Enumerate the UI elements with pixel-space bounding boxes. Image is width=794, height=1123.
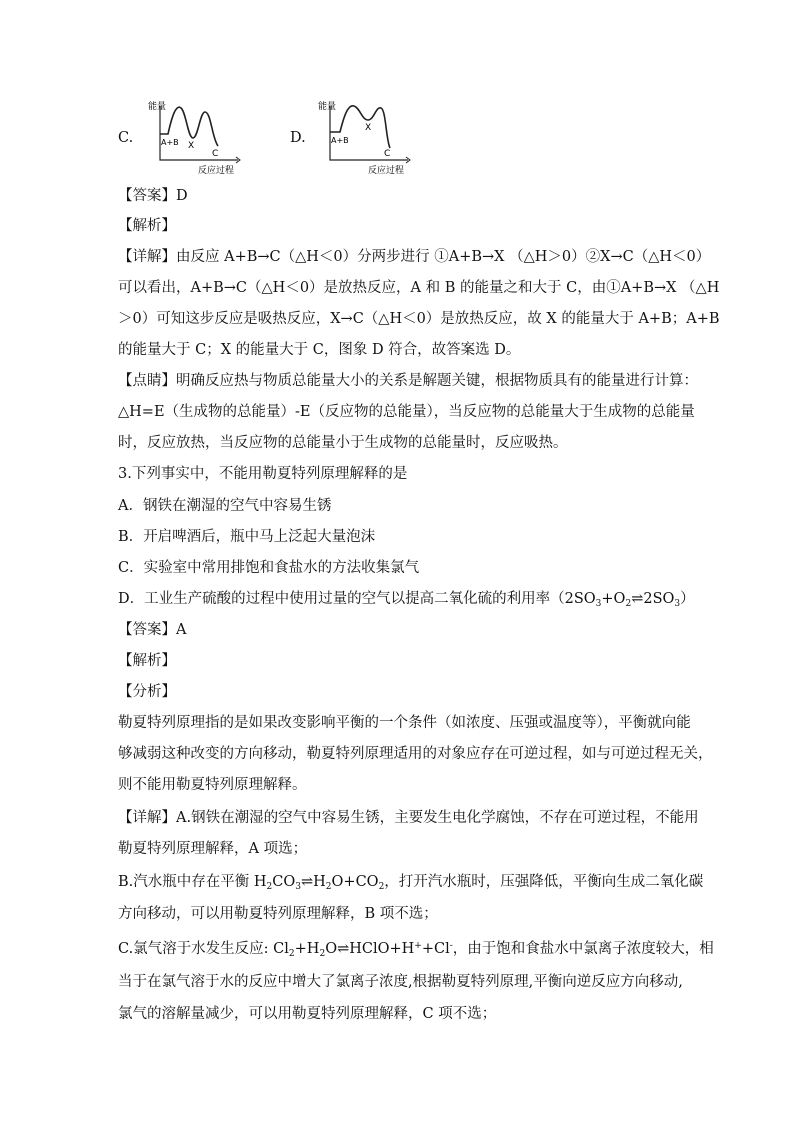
q3-answer: 【答案】A (118, 622, 187, 638)
q2-detail-line-4: 的能量大于 C；X 的能量大于 C，图象 D 符合，故答案选 D。 (118, 342, 521, 358)
carbonic-acid-equation: $_2CO_3\rightleftharpoons H_2O+CO_2$ (266, 874, 385, 892)
q3-stem: 3.下列事实中，不能用勒夏特列原理解释的是 (118, 466, 408, 482)
energy-diagram-c (148, 98, 244, 180)
q3-option-c: C．实验室中常用排饱和食盐水的方法收集氯气 (118, 560, 420, 576)
q3-fenxi-line-2: 够减弱这种改变的方向移动，勒夏特列原理适用的对象应存在可逆过程，如与可逆过程无关， (118, 746, 713, 762)
energy-diagram-d (318, 98, 414, 180)
x-axis-label-c: 反应过程 (198, 166, 235, 176)
q3-detail-c-line-3: 氯气的溶解量减少，可以用勒夏特列原理解释，C 项不选； (118, 1006, 497, 1022)
intermediate-label-c: X (188, 141, 195, 151)
q3-detail-c-line-2: 当于在氯气溶于水的反应中增大了氯离子浓度,根据勒夏特列原理,平衡向逆反应方向移动, (118, 974, 683, 990)
q2-analysis-heading: 【解析】 (118, 218, 176, 234)
q3-analysis-heading: 【解析】 (118, 653, 176, 669)
reactant-label-c: A+B (161, 138, 179, 147)
q2-point-line-1: 【点睛】明确反应热与物质总能量大小的关系是解题关键，根据物质具有的能量进行计算： (118, 373, 698, 389)
q3-fenxi-line-3: 则不能用勒夏特列原理解释。 (118, 777, 307, 793)
q2-point-line-3: 时，反应放热，当反应物的总能量小于生成物的总能量时，反应吸热。 (118, 435, 568, 451)
q3-option-b: B．开启啤酒后，瓶中马上泛起大量泡沫 (118, 529, 376, 545)
q2-point-line-2: △H=E（生成物的总能量）-E（反应物的总能量），当反应物的总能量大于生成物的总能量 (118, 404, 695, 420)
q2-answer: 【答案】D (118, 188, 188, 204)
q2-detail-line-1: 【详解】由反应 A+B→C（△H＜0）分两步进行 ①A+B→X （△H＞0）②X→C（△H＜0） (118, 249, 711, 265)
so2-equation: $2SO_3+O_2\rightleftharpoons 2SO_3$ (564, 591, 681, 609)
x-axis-label-d: 反应过程 (368, 166, 405, 176)
chlorine-water-equation: $_2+H_2O\rightleftharpoons HClO+H^++Cl^-$ (288, 941, 453, 959)
option-d-label: D. (290, 130, 306, 146)
q3-fenxi-heading: 【分析】 (118, 684, 176, 700)
q2-detail-line-2: 可以看出，A+B→C（△H＜0）是放热反应，A 和 B 的能量之和大于 C，由①A+B→X （△H (118, 280, 720, 296)
reactant-label-d: A+B (331, 136, 349, 145)
intermediate-label-d: X (365, 123, 372, 133)
product-label-d: C (384, 149, 391, 159)
q3-detail-b-line-2: 方向移动，可以用勒夏特列原理解释，B 项不选； (118, 906, 438, 922)
q3-detail-c-line-1: C.氯气溶于水发生反应: $Cl_2+H_2O\rightleftharpoons HClO+H^++Cl^-$，由于饱和食盐水中氯离子浓度较大，相 (118, 941, 714, 959)
q3-detail-a-line-1: 【详解】A.钢铁在潮湿的空气中容易生锈，主要发生电化学腐蚀，不存在可逆过程，不能用 (118, 810, 699, 826)
q3-detail-b-line-1: B.汽水瓶中存在平衡 $H_2CO_3\rightleftharpoons H_2O+CO_2$，打开汽水瓶时，压强降低，平衡向生成二氧化碳 (118, 874, 704, 892)
y-axis-label-d: 能量 (318, 102, 337, 112)
q3-option-a: A．钢铁在潮湿的空气中容易生锈 (118, 498, 332, 514)
q3-fenxi-line-1: 勒夏特列原理指的是如果改变影响平衡的一个条件（如浓度、压强或温度等），平衡就向能 (118, 715, 691, 731)
q3-option-d: D．工业生产硫酸的过程中使用过量的空气以提高二氧化硫的利用率$(2SO_3+O_2\rightleftharpoons 2SO_3)$ (118, 591, 695, 609)
q3-detail-a-line-2: 勒夏特列原理解释，A 项选； (118, 841, 308, 857)
q2-detail-line-3: ＞0）可知这步反应是吸热反应，X→C（△H＜0）是放热反应，故 X 的能量大于 A+B；A+B (118, 311, 720, 327)
product-label-c: C (212, 149, 219, 159)
y-axis-label-c: 能量 (148, 102, 167, 112)
q3-option-d-text: D．工业生产硫酸的过程中使用过量的空气以提高二氧化硫的利用率（ (118, 591, 565, 607)
option-c-label: C. (118, 130, 134, 146)
